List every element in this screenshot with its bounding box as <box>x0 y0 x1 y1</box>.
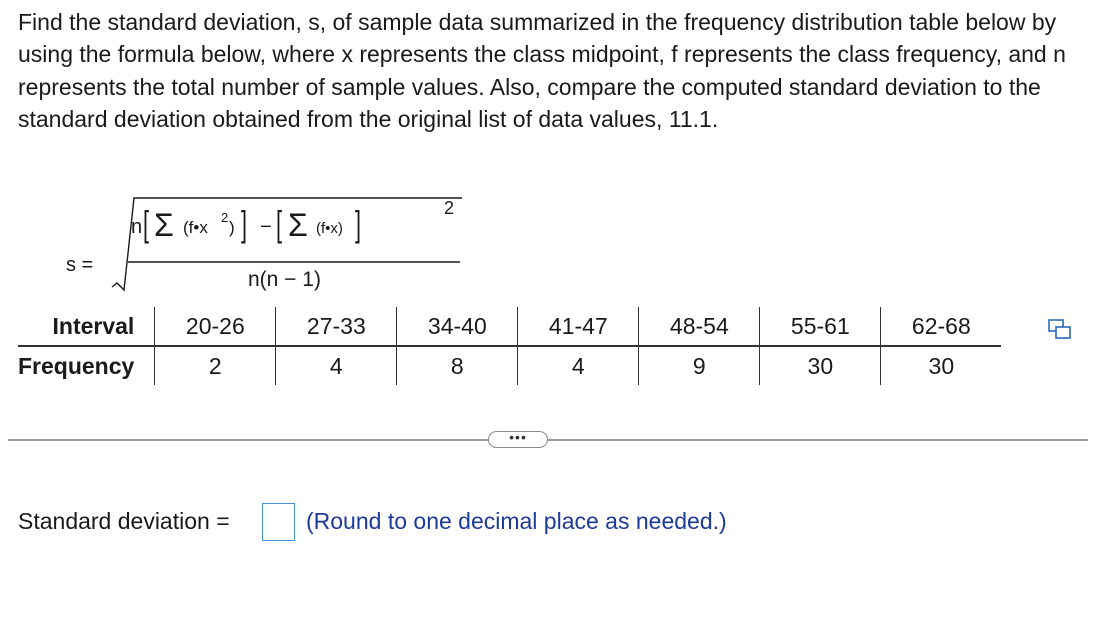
standard-deviation-formula: s = n [ Σ (f•x 2 ) ] − [ Σ (f•x) ] 2 n(n − 1) <box>0 0 1100 300</box>
outer-exponent: 2 <box>444 198 455 218</box>
formula-denominator: n(n − 1) <box>248 268 321 291</box>
interval-row <box>18 307 1001 346</box>
frequency-cell: 30 <box>760 346 881 385</box>
interval-cell: 48-54 <box>639 307 760 346</box>
interval-cell: 27-33 <box>276 307 397 346</box>
frequency-cell: 9 <box>639 346 760 385</box>
frequency-row <box>18 346 1001 385</box>
sigma-symbol: Σ <box>154 207 174 243</box>
interval-cell: 55-61 <box>760 307 881 346</box>
frequency-cell: 2 <box>155 346 276 385</box>
interval-cell: 34-40 <box>397 307 518 346</box>
frequency-header: Frequency <box>18 352 135 379</box>
formula-lhs: s = <box>66 254 94 276</box>
sum-f-x: (f•x) <box>316 220 343 237</box>
sum-f-x-squared: (f•x <box>183 218 208 237</box>
interval-cell: 62-68 <box>881 307 1002 346</box>
question-text: Find the standard deviation, s, of sample data summarized in the frequency distribution table below by using the formula below, where x represents the class midpoint, f represents the class frequency, and n represents the total number of sample values. Also, compare the computed standard deviation to the standard deviation obtained from the original list of data values, 11.1. <box>18 9 1066 133</box>
formula-minus: − <box>260 216 272 238</box>
ellipsis-icon: ••• <box>509 429 527 445</box>
interval-cell: 41-47 <box>518 307 639 346</box>
rounding-hint: (Round to one decimal place as needed.) <box>306 508 727 534</box>
interval-header: Interval <box>18 307 155 346</box>
interval-cell: 20-26 <box>155 307 276 346</box>
expand-more-button[interactable] <box>488 431 548 448</box>
radical-sign <box>0 0 480 300</box>
frequency-cell: 30 <box>881 346 1002 385</box>
frequency-table <box>18 307 1001 385</box>
section-divider <box>8 439 1088 441</box>
formula-n: n <box>131 216 143 238</box>
frequency-cell: 4 <box>276 346 397 385</box>
copy-icon[interactable] <box>1047 318 1073 342</box>
frequency-cell: 8 <box>397 346 518 385</box>
standard-deviation-input[interactable] <box>262 503 295 541</box>
frequency-cell: 4 <box>518 346 639 385</box>
answer-label: Standard deviation = <box>18 508 230 534</box>
